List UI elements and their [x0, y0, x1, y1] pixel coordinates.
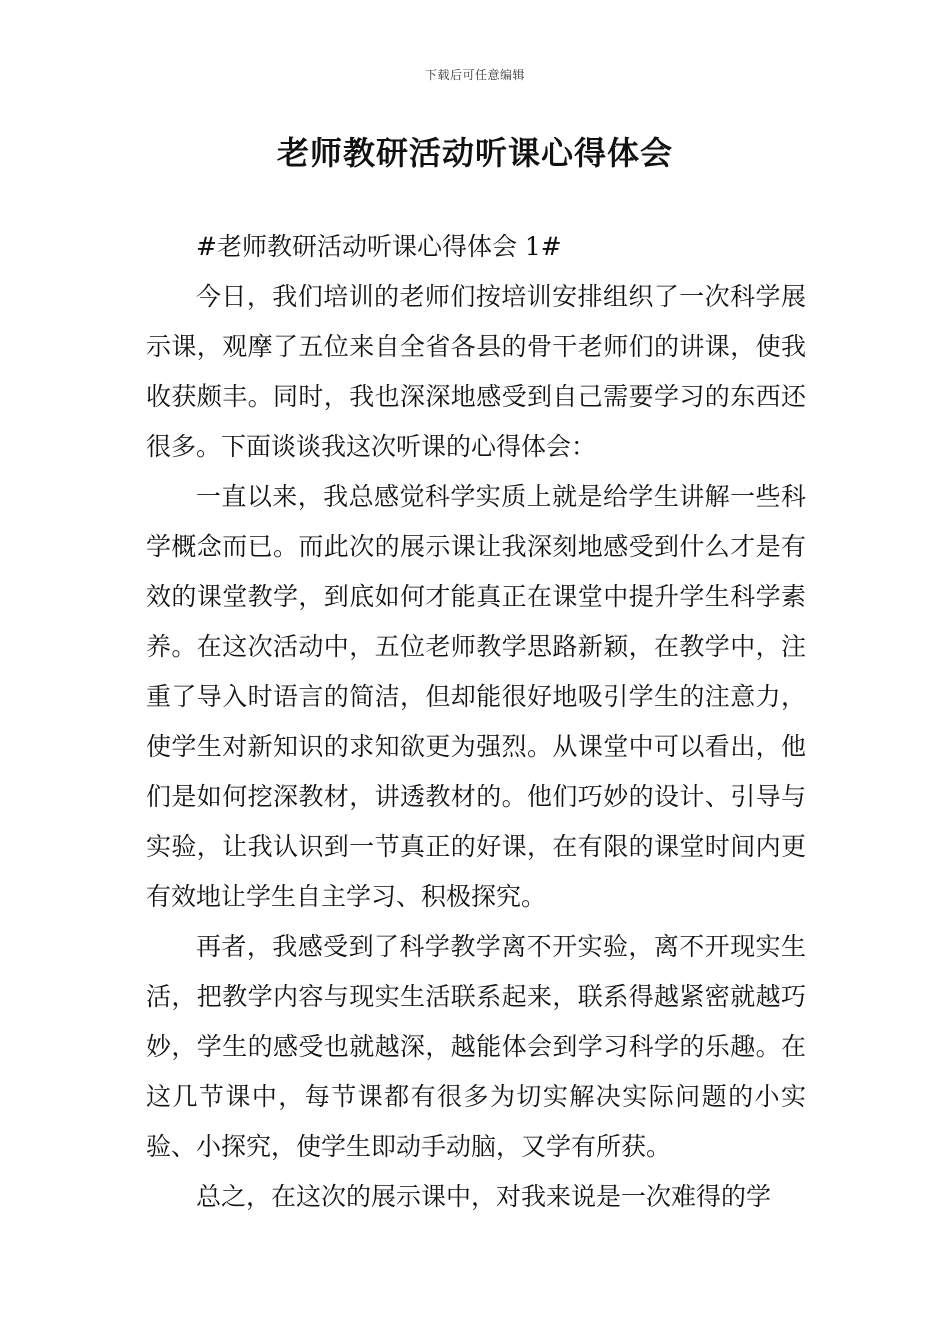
paragraph-2: 一直以来，我总感觉科学实质上就是给学生讲解一些科学概念而已。而此次的展示课让我深刻地感受到什么才是有效的课堂教学，到底如何才能真正在课堂中提升学生科学素养。在这次活动中，五位老师教学思路新颖，在教学中，注重了导入时语言的简洁，但却能很好地吸引学生的注意力，使学生对新知识的求知欲更为强烈。从课堂中可以看出，他们是如何挖深教材，讲透教材的。他们巧妙的设计、引导与实验，让我认识到一节真正的好课，在有限的课堂时间内更有效地让学生自主学习、积极探究。: [146, 482, 806, 911]
paragraph-4: 总之，在这次的展示课中，对我来说是一次难得的学: [196, 1182, 772, 1211]
document-title: 老师教研活动听课心得体会: [276, 134, 673, 172]
header-note: 下载后可任意编辑: [424, 68, 525, 82]
paragraph-3: 再者，我感受到了科学教学离不开实验，离不开现实生活，把教学内容与现实生活联系起来，联系得越紧密就越巧妙，学生的感受也就越深，越能体会到学习科学的乐趣。在这几节课中，每节课都有很多为切实解决实际问题的小实验、小探究，使学生即动手动脑，又学有所获。: [146, 932, 806, 1161]
paragraph-1: 今日，我们培训的老师们按培训安排组织了一次科学展示课，观摩了五位来自全省各县的骨干老师们的讲课，使我收获颇丰。同时，我也深深地感受到自己需要学习的东西还很多。下面谈谈我这次听课的心得体会：: [146, 282, 806, 461]
document-body: [146, 222, 806, 1222]
section-heading: #老师教研活动听课心得体会 1#: [196, 232, 562, 261]
